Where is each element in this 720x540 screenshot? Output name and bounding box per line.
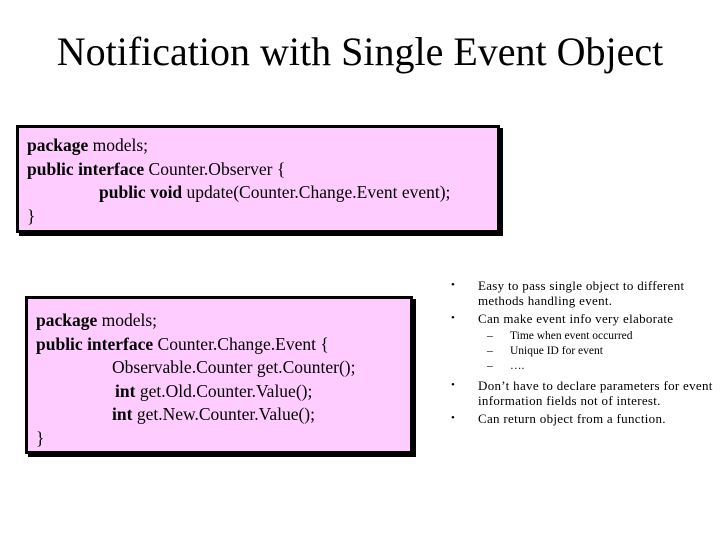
code-line — [36, 380, 410, 404]
code-text: models; — [88, 135, 149, 155]
sub-bullet-text: …. — [510, 360, 525, 372]
code-line — [27, 181, 497, 205]
dash-icon: – — [487, 360, 493, 372]
keyword: int — [115, 380, 136, 401]
bullet-icon: • — [451, 312, 456, 324]
code-line — [36, 309, 410, 333]
bullet-list — [445, 278, 720, 429]
sub-bullet-item — [445, 359, 720, 374]
bullet-text: Can make event info very elaborate — [478, 311, 674, 326]
keyword: public void — [99, 182, 183, 202]
code-line — [27, 158, 497, 182]
code-text: Counter.Change.Event { — [153, 333, 329, 354]
sub-bullet-item — [445, 344, 720, 359]
observer-interface-code-box — [16, 125, 500, 233]
code-text: models; — [97, 310, 158, 330]
code-line: Observable.Counter get.Counter(); — [112, 357, 356, 377]
bullet-icon: • — [451, 379, 456, 391]
code-text: get.New.Counter.Value(); — [132, 404, 315, 424]
code-line — [27, 134, 497, 158]
keyword: public interface — [27, 158, 145, 179]
slide-title: Notification with Single Event Object — [56, 29, 664, 74]
bullet-item — [445, 378, 720, 408]
dash-icon: – — [487, 345, 493, 357]
bullet-item — [445, 311, 720, 326]
bullet-icon: • — [451, 412, 456, 424]
keyword: package — [27, 135, 89, 155]
sub-bullet-text: Unique ID for event — [510, 345, 603, 357]
code-text: Counter.Observer { — [144, 158, 286, 179]
keyword: public interface — [36, 333, 154, 354]
code-line — [36, 403, 410, 427]
keyword: package — [36, 310, 98, 330]
dash-icon: – — [487, 330, 493, 342]
code-line: } — [36, 427, 45, 448]
change-event-interface-code-box — [25, 296, 413, 454]
sub-bullet-item — [445, 329, 720, 344]
bullet-item — [445, 278, 720, 308]
code-text: update(Counter.Change.Event event); — [182, 182, 451, 202]
code-line — [36, 333, 410, 357]
bullet-item — [445, 411, 720, 426]
sub-bullet-text: Time when event occurred — [510, 330, 633, 342]
bullet-text: Easy to pass single object to different methods handling event. — [478, 278, 685, 308]
bullet-text: Can return object from a function. — [478, 411, 666, 426]
keyword: int — [112, 404, 133, 424]
code-line: } — [27, 205, 36, 226]
bullet-text: Don’t have to declare parameters for event information fields not of interest. — [478, 378, 713, 408]
code-text: get.Old.Counter.Value(); — [135, 380, 313, 401]
bullet-icon: • — [451, 279, 456, 291]
